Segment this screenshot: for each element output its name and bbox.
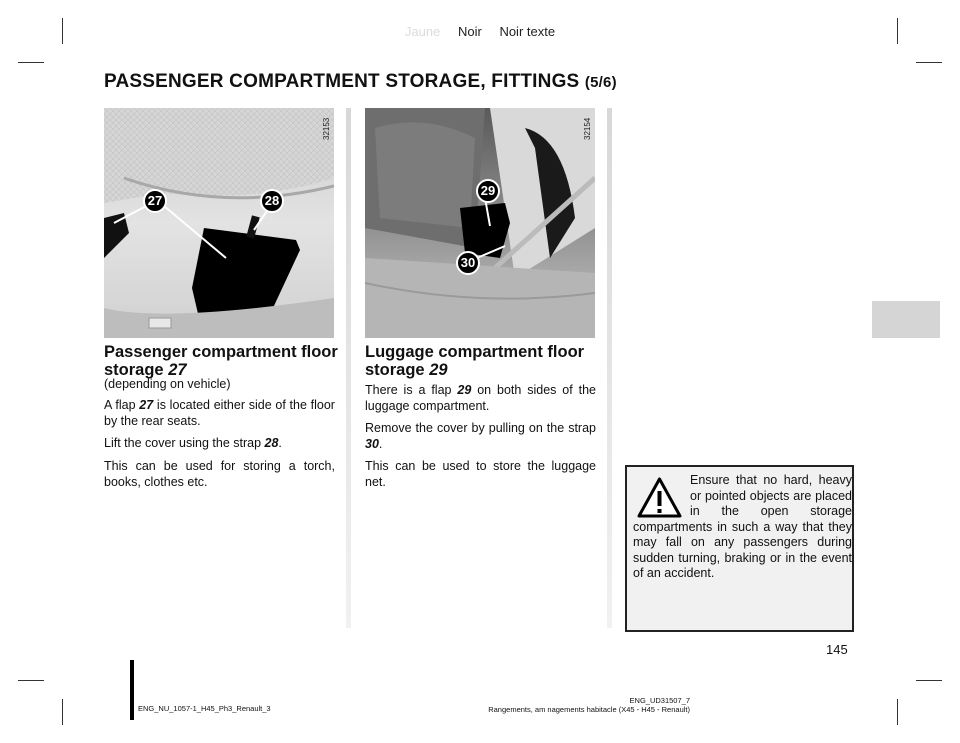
right-figure-photo — [365, 108, 595, 338]
left-photo-id: 32153 — [322, 117, 331, 140]
warning-triangle-icon — [637, 477, 682, 519]
left-paragraph-2: Lift the cover using the strap 28. — [104, 436, 282, 450]
chapter-side-tab — [872, 301, 940, 338]
left-paragraph-1: A flap 27 is located either side of the floor by the rear seats. — [104, 398, 335, 428]
callout-30: 30 — [455, 250, 481, 276]
page-title-suffix: (5/6) — [584, 74, 617, 91]
footer-right-title: Rangements, am nagements habitacle (X45 - H45 - Renault) — [488, 705, 690, 714]
crop-mark — [18, 62, 44, 63]
column-divider — [607, 108, 612, 628]
left-paragraph-3: This can be used for storing a torch, books, clothes etc. — [104, 459, 335, 489]
luggage-storage-illustration — [365, 108, 595, 338]
footer-right-code: ENG_UD31507_7 — [629, 696, 690, 705]
label-jaune: Jaune — [404, 24, 441, 39]
right-paragraph-1: There is a flap 29 on both sides of the luggage compartment. — [365, 383, 596, 413]
crop-mark — [18, 680, 44, 681]
floor-storage-illustration — [104, 108, 334, 338]
page-title — [104, 71, 617, 93]
callout-29: 29 — [475, 178, 501, 204]
warning-text: Ensure that no hard, heavy or pointed objects are placed in the open storage compartments in such a way that they may fall on any passengers during sudden turning, braking or in the event of an accident. — [633, 473, 852, 580]
crop-mark — [916, 680, 942, 681]
color-separation-labels — [0, 24, 960, 39]
crop-mark — [916, 62, 942, 63]
left-section-subtitle: (depending on vehicle) — [104, 377, 231, 391]
right-paragraph-3: This can be used to store the luggage net. — [365, 459, 596, 489]
callout-28: 28 — [259, 188, 285, 214]
left-section-heading: Passenger compartment floor storage 27 — [104, 343, 338, 379]
callout-27: 27 — [142, 188, 168, 214]
page-number: 145 — [826, 642, 848, 657]
crop-mark — [62, 699, 63, 725]
right-paragraph-2: Remove the cover by pulling on the strap 30. — [365, 421, 596, 451]
right-section-heading: Luggage compartment floor storage 29 — [365, 343, 585, 379]
warning-content — [633, 473, 852, 582]
crop-mark — [897, 699, 898, 725]
column-divider — [346, 108, 351, 628]
left-figure-photo — [104, 108, 334, 338]
label-noir: Noir — [457, 24, 482, 39]
warning-box — [625, 465, 854, 632]
right-photo-id: 32154 — [583, 117, 592, 140]
footer-bar-vertical — [130, 660, 134, 720]
page-title-text: PASSENGER COMPARTMENT STORAGE, FITTINGS — [104, 71, 580, 92]
label-noir-texte: Noir texte — [499, 24, 556, 39]
footer-right — [430, 696, 690, 714]
footer-left-code: ENG_NU_1057-1_H45_Ph3_Renault_3 — [138, 704, 271, 713]
